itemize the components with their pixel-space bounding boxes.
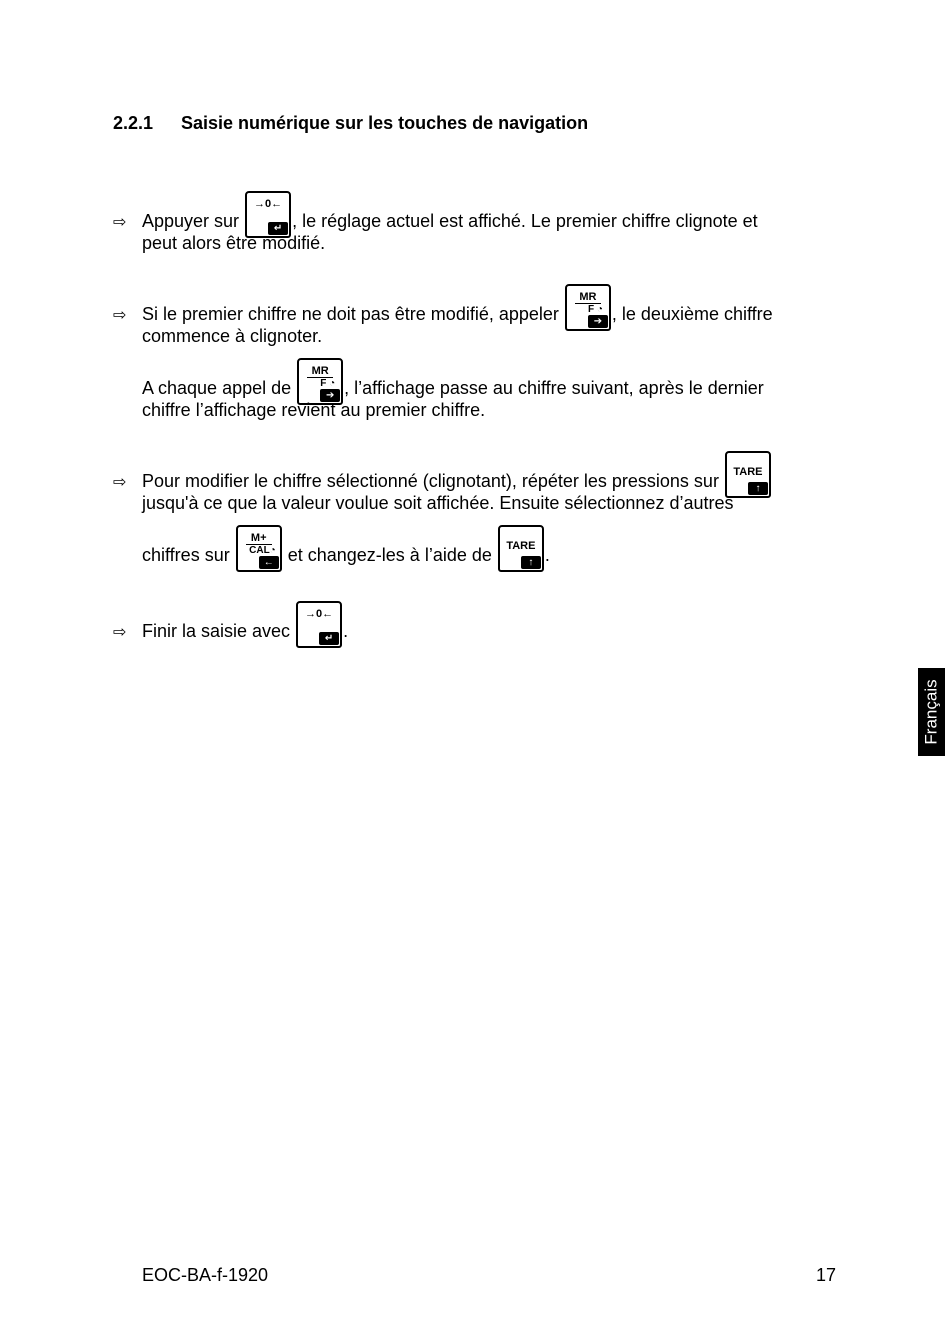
tare-key-icon: TARE ↑: [498, 525, 544, 572]
cal-key-icon: M+ CAL◔ ←: [236, 525, 282, 572]
bullet-arrow-icon: ⇨: [113, 307, 127, 324]
mr-key-icon: MR F ◔ ➔: [565, 284, 611, 331]
tare-key-icon: TARE ↑: [725, 451, 771, 498]
language-tab: [918, 668, 945, 756]
section-number: 2.2.1: [113, 113, 154, 133]
zero-key-icon: →0← ↵: [296, 601, 342, 648]
bullet-arrow-icon: ⇨: [113, 624, 127, 641]
mr-key-icon: MR F ◔ ➔: [297, 358, 343, 405]
footer-doc-id: EOC-BA-f-1920: [142, 1265, 269, 1285]
zero-key-icon: →0← ↵: [245, 191, 291, 238]
page-number: 17: [816, 1265, 837, 1285]
bullet-arrow-icon: ⇨: [113, 214, 127, 231]
section-heading: [113, 113, 588, 134]
bullet-arrow-icon: ⇨: [113, 474, 127, 491]
language-tab-label: Français: [921, 679, 941, 745]
section-title: Saisie numérique sur les touches de navigation: [181, 113, 589, 133]
